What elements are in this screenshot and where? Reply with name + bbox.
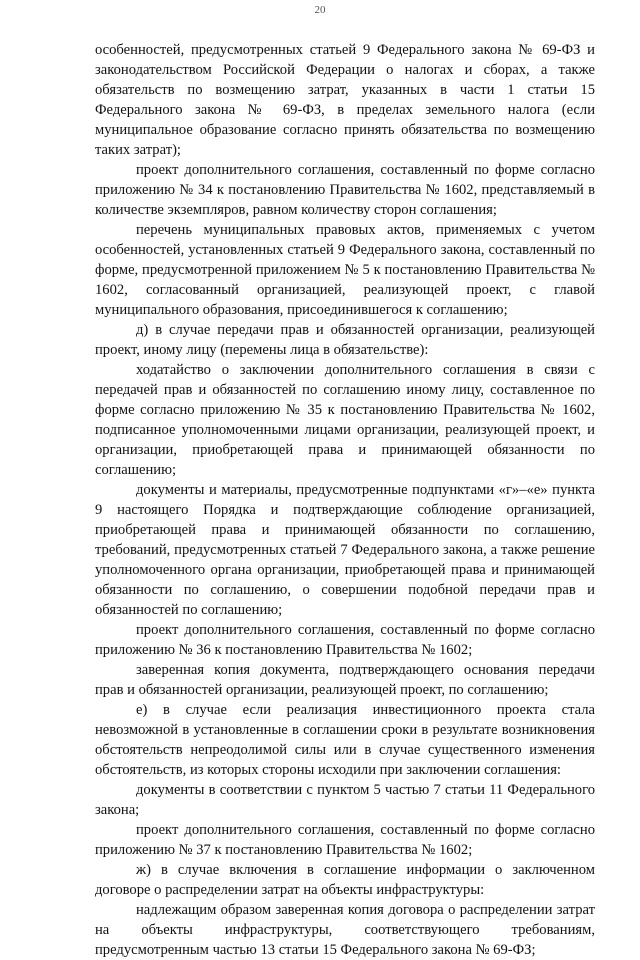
paragraph-2: проект дополнительного соглашения, составленный по форме согласно приложению № 34 к постановлению Правительства № 1602, представляемый в количестве экземпляров, равном количеству сторон соглашения;	[95, 162, 595, 218]
paragraph-1: особенностей, предусмотренных статьей 9 Федерального закона № 69-ФЗ и законодательством Российской Федерации о налогах и сборах, а также обязательств по возмещению затрат, указанных в части 1 статьи 15 Федерального закона № 69-ФЗ, в пределах земельного налога (если муниципальное образование согласно принять обязательства по возмещению таких затрат);	[95, 42, 595, 158]
paragraph-7: проект дополнительного соглашения, составленный по форме согласно приложению № 36 к постановлению Правительства № 1602;	[95, 622, 595, 658]
paragraph-12: ж) в случае включения в соглашение информации о заключенном договоре о распределении затрат на объекты инфраструктуры:	[95, 862, 595, 898]
paragraph-6: документы и материалы, предусмотренные подпунктами «г»–«е» пункта 9 настоящего Порядка и подтверждающие соблюдение организацией, приобретающей права и принимающей обязанности по соглашению, требований, предусмотренных статьей 7 Федерального закона, а также решение уполномоченного органа организации, приобретающей права и принимающей обязанности по соглашению, о совершении подобной передачи прав и обязанностей по соглашению;	[95, 482, 595, 618]
paragraph-9: е) в случае если реализация инвестиционного проекта стала невозможной в установленные в соглашении сроки в результате возникновения обстоятельств непреодолимой силы или в случае существенного изменения обстоятельств, из которых стороны исходили при заключении соглашения:	[95, 702, 595, 778]
paragraph-10: документы в соответствии с пунктом 5 частью 7 статьи 11 Федерального закона;	[95, 782, 595, 818]
page-number: 20	[314, 4, 326, 16]
paragraph-11: проект дополнительного соглашения, составленный по форме согласно приложению № 37 к постановлению Правительства № 1602;	[95, 822, 595, 858]
paragraph-3: перечень муниципальных правовых актов, применяемых с учетом особенностей, установленных статьей 9 Федерального закона, составленный по форме, предусмотренной приложением № 5 к постановлению Правительства № 1602, согласованный организацией, реализующей проект, с главой муниципального образования, присоединившегося к соглашению;	[95, 222, 595, 318]
paragraph-5: ходатайство о заключении дополнительного соглашения в связи с передачей прав и обязанностей по соглашению иному лицу, составленное по форме согласно приложению № 35 к постановлению Правительства № 1602, подписанное уполномоченными лицами организации, реализующей проект, и организации, приобретающей права и принимающей обязанности по соглашению;	[95, 362, 595, 478]
document-body	[95, 40, 595, 960]
paragraph-4: д) в случае передачи прав и обязанностей организации, реализующей проект, иному лицу (перемены лица в обязательстве):	[95, 322, 595, 358]
paragraph-13: надлежащим образом заверенная копия договора о распределении затрат на объекты инфраструктуры, соответствующего требованиям, предусмотренным частью 13 статьи 15 Федерального закона № 69-ФЗ;	[95, 902, 595, 958]
paragraph-8: заверенная копия документа, подтверждающего основания передачи прав и обязанностей организации, реализующей проект, по соглашению;	[95, 662, 595, 698]
